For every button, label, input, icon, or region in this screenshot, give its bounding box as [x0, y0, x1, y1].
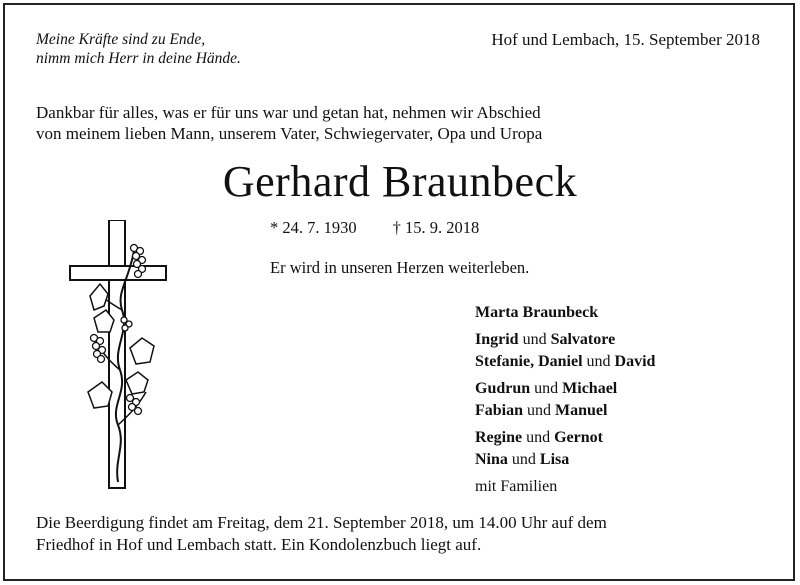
mourners-list [475, 302, 655, 498]
mourner-line-3 [475, 351, 655, 373]
mourner-name: Michael [562, 380, 618, 397]
mourner-name: Salvatore [550, 331, 616, 348]
mourner-name: Fabian [475, 402, 524, 419]
mourner-name: Manuel [555, 402, 608, 419]
connector-word: und [526, 429, 551, 446]
connector-word: und [511, 451, 536, 468]
motto-line-1: Meine Kräfte sind zu Ende, [36, 31, 206, 48]
cross-with-grapevine-icon [68, 220, 172, 505]
mourner-name: Nina [475, 451, 508, 468]
connector-word: und [586, 353, 611, 370]
connector-word: und [534, 380, 559, 397]
mourner-line-5 [475, 400, 655, 422]
intro-line-2: von meinem lieben Mann, unserem Vater, Schwiegervater, Opa und Uropa [36, 124, 543, 143]
deceased-name: Gerhard Braunbeck [222, 157, 578, 206]
mourner-line-4 [475, 378, 655, 400]
mourner-name: Regine [475, 429, 523, 446]
mourner-line-2 [475, 329, 655, 351]
mourner-name: Gernot [554, 429, 603, 446]
birth-date: * 24. 7. 1930 [270, 218, 357, 237]
funeral-line-2: Friedhof in Hof und Lembach statt. Ein Kondolenzbuch liegt auf. [36, 535, 482, 554]
mourner-name: David [614, 353, 656, 370]
mourner-name: Stefanie, Daniel [475, 353, 583, 370]
mourner-line-8: mit Familien [475, 478, 558, 495]
funeral-line-1: Die Beerdigung findet am Freitag, dem 21. September 2018, um 14.00 Uhr auf dem [36, 513, 607, 532]
motto-verse [36, 30, 241, 68]
funeral-info [36, 512, 607, 556]
mourner-name: Gudrun [475, 380, 531, 397]
mourner-line-7 [475, 449, 655, 471]
intro-line-1: Dankbar für alles, was er für uns war und getan hat, nehmen wir Abschied [36, 103, 541, 122]
connector-word: und [527, 402, 552, 419]
mourner-line-1 [475, 302, 655, 324]
mourner-line-6 [475, 427, 655, 449]
mourner-name: Lisa [539, 451, 570, 468]
intro-text [36, 102, 542, 144]
death-date: † 15. 9. 2018 [392, 218, 480, 237]
place-date: Hof und Lembach, 15. September 2018 [491, 30, 760, 49]
motto-line-2: nimm mich Herr in deine Hände. [36, 50, 241, 67]
mourner-name: Marta Braunbeck [475, 304, 599, 321]
connector-word: und [522, 331, 547, 348]
mourner-name: Ingrid [475, 331, 519, 348]
memorial-line: Er wird in unseren Herzen weiterleben. [270, 258, 530, 277]
life-dates [270, 218, 479, 238]
